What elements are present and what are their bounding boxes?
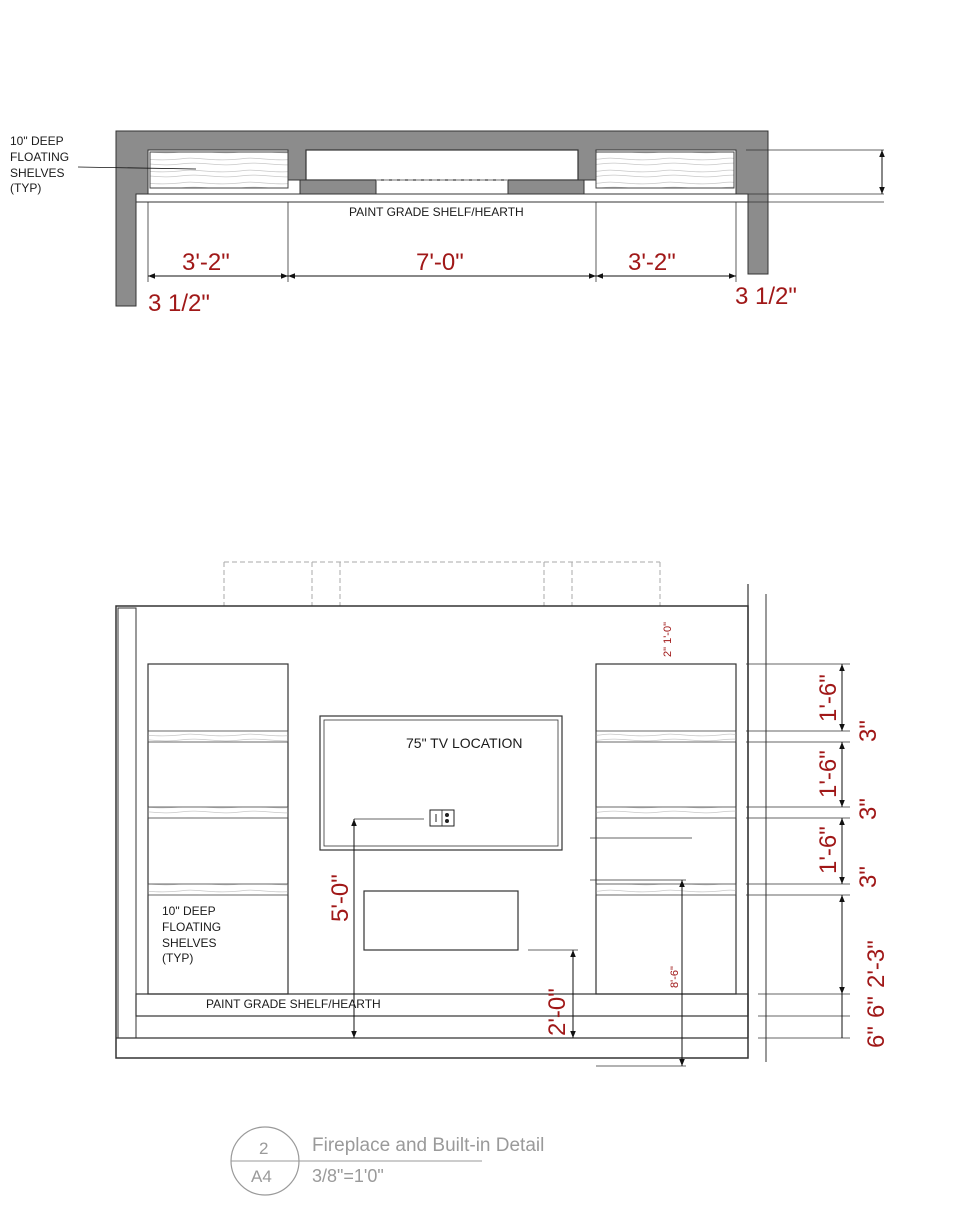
svg-text:SHELVES: SHELVES — [10, 166, 65, 180]
svg-text:(TYP): (TYP) — [10, 181, 42, 195]
dim-top-small: 2" 1'-0" — [662, 622, 674, 657]
left-shelf-1 — [148, 731, 288, 742]
right-shelf-1 — [596, 731, 736, 742]
firebox — [364, 891, 518, 950]
right-dim-stack — [815, 674, 890, 1048]
dim-stack-9: 6" — [863, 1026, 890, 1048]
elevation-shelf-note — [162, 904, 221, 965]
dim-stack-3: 1'-6" — [815, 750, 842, 798]
dim-stack-4: 3" — [855, 798, 882, 820]
svg-text:10" DEEP: 10" DEEP — [162, 904, 216, 918]
elevation-view — [116, 562, 890, 1066]
plan-dim-right: 3'-2" — [628, 249, 676, 276]
plan-left-shelf — [150, 152, 288, 188]
dim-stack-8: 6" — [863, 996, 890, 1018]
svg-text:10" DEEP: 10" DEEP — [10, 134, 64, 148]
dim-stack-1: 1'-6" — [815, 674, 842, 722]
dim-stack-7: 2'-3" — [863, 940, 890, 988]
svg-text:FLOATING: FLOATING — [162, 920, 222, 934]
svg-text:SHELVES: SHELVES — [162, 936, 217, 950]
right-shelf-2 — [596, 807, 736, 818]
plan-view — [10, 131, 884, 317]
plan-right-shelf — [596, 152, 734, 188]
dim-firebox-height: 2'-0" — [544, 988, 571, 1036]
detail-number: 2 — [259, 1139, 269, 1158]
plan-hearth-label: PAINT GRADE SHELF/HEARTH — [349, 205, 524, 219]
drawing-scale: 3/8"=1'0" — [312, 1166, 384, 1186]
plan-firebox — [306, 150, 578, 180]
dim-stack-2: 3" — [855, 720, 882, 742]
plan-dim-left-offset: 3 1/2" — [148, 290, 210, 317]
dim-tv-height: 5'-0" — [327, 874, 354, 922]
svg-text:FLOATING: FLOATING — [10, 150, 70, 164]
right-shelf-3 — [596, 884, 736, 895]
plan-dim-left: 3'-2" — [182, 249, 230, 276]
title-block — [231, 1127, 544, 1195]
elevation-wall — [116, 606, 748, 1058]
plan-dim-center: 7'-0" — [416, 249, 464, 276]
plan-dim-right-offset: 3 1/2" — [735, 283, 797, 310]
right-bookcase — [596, 664, 736, 994]
tv-label: 75" TV LOCATION — [406, 735, 523, 751]
left-shelf-2 — [148, 807, 288, 818]
dim-stack-6: 3" — [855, 866, 882, 888]
left-shelf-3 — [148, 884, 288, 895]
sheet-number: A4 — [251, 1167, 272, 1186]
drawing-title: Fireplace and Built-in Detail — [312, 1135, 545, 1156]
dim-stack-5: 1'-6" — [815, 826, 842, 874]
elevation-hearth-label: PAINT GRADE SHELF/HEARTH — [206, 997, 381, 1011]
dim-overall-small: 8'-6" — [669, 966, 681, 988]
plan-hearth — [136, 194, 748, 202]
plan-shelf-note — [10, 134, 69, 195]
svg-text:(TYP): (TYP) — [162, 951, 194, 965]
